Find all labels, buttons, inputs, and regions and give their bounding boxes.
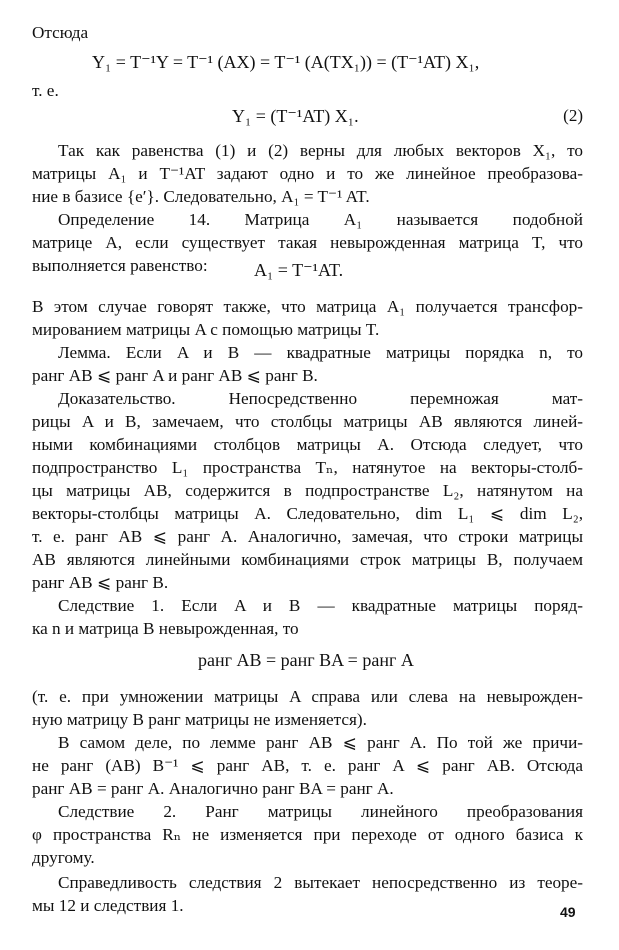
lemma-line: Лемма. Если A и B — квадратные матрицы порядка n, то: [58, 343, 583, 362]
equation-line: Y₁ = T⁻¹Y = T⁻¹ (AX) = T⁻¹ (A(TX₁)) = (T⁻¹AT) X₁,: [92, 52, 480, 72]
text-line: Справедливость следствия 2 вытекает непосредственно из теоре-: [58, 873, 583, 892]
equation-number: (2): [563, 106, 583, 125]
text-line: Отсюда: [32, 23, 89, 42]
text-line: ка n и матрица B невырожденная, то: [32, 619, 299, 638]
text-line: другому.: [32, 848, 95, 867]
text-line: ными комбинациями столбцов матрицы A. Отсюда следует, что: [32, 435, 583, 454]
text-line: т. е.: [32, 81, 59, 100]
text-line: ние в базисе {e′}. Следовательно, A₁ = T⁻¹ AT.: [32, 187, 370, 206]
text-line: цы матрицы AB, содержится в подпространстве L₂, натянутом на: [32, 481, 583, 500]
text-line: ную матрицу B ранг матрицы не изменяется).: [32, 710, 367, 729]
corollary-heading: Следствие 2. Ранг матрицы линейного преобразования: [58, 802, 583, 821]
text-line: φ пространства Rₙ не изменяется при переходе от одного базиса к: [32, 825, 583, 844]
equation-line: ранг AB = ранг BA = ранг A: [198, 650, 414, 670]
text-line: мы 12 и следствия 1.: [32, 896, 184, 915]
text-line: выполняется равенство:: [32, 256, 208, 275]
text-line: AB являются линейными комбинациями строк матрицы B, получаем: [32, 550, 583, 569]
text-line: ранг AB ⩽ ранг A и ранг AB ⩽ ранг B.: [32, 366, 318, 385]
text-line: Так как равенства (1) и (2) верны для любых векторов X₁, то: [58, 141, 583, 160]
text-line: В самом деле, по лемме ранг AB ⩽ ранг A. По той же причи-: [58, 733, 583, 752]
proof-heading: Доказательство. Непосредственно перемножая мат-: [58, 389, 583, 408]
text-line: не ранг (AB) B⁻¹ ⩽ ранг AB, т. е. ранг A ⩽ ранг AB. Отсюда: [32, 756, 583, 775]
text-line: ранг AB = ранг A. Аналогично ранг BA = ранг A.: [32, 779, 394, 798]
definition-heading: Определение 14. Матрица A₁ называется подобной: [58, 210, 583, 229]
page-number: 49: [560, 904, 576, 920]
text-line: рицы A и B, замечаем, что столбцы матрицы AB являются линей-: [32, 412, 583, 431]
text-line: векторы-столбцы матрицы A. Следовательно, dim L₁ ⩽ dim L₂,: [32, 504, 583, 523]
text-line: В этом случае говорят также, что матрица A₁ получается трансфор-: [32, 297, 583, 316]
text-line: подпространство L₁ пространства Tₙ, натянутое на векторы-столб-: [32, 458, 583, 477]
equation-line: A₁ = T⁻¹AT.: [254, 260, 344, 280]
corollary-heading: Следствие 1. Если A и B — квадратные матрицы поряд-: [58, 596, 583, 615]
text-line: матрицы A₁ и T⁻¹AT задают одно и то же линейное преобразова-: [32, 164, 583, 183]
text-line: т. е. ранг AB ⩽ ранг A. Аналогично, замечая, что строки матрицы: [32, 527, 583, 546]
text-line: мированием матрицы A с помощью матрицы T.: [32, 320, 380, 339]
text-line: матрице A, если существует такая невырожденная матрица T, что: [32, 233, 583, 252]
text-line: ранг AB ⩽ ранг B.: [32, 573, 169, 592]
equation-2: Y₁ = (T⁻¹AT) X₁.: [232, 106, 359, 126]
text-line: (т. е. при умножении матрицы A справа или слева на невырожден-: [32, 687, 583, 706]
